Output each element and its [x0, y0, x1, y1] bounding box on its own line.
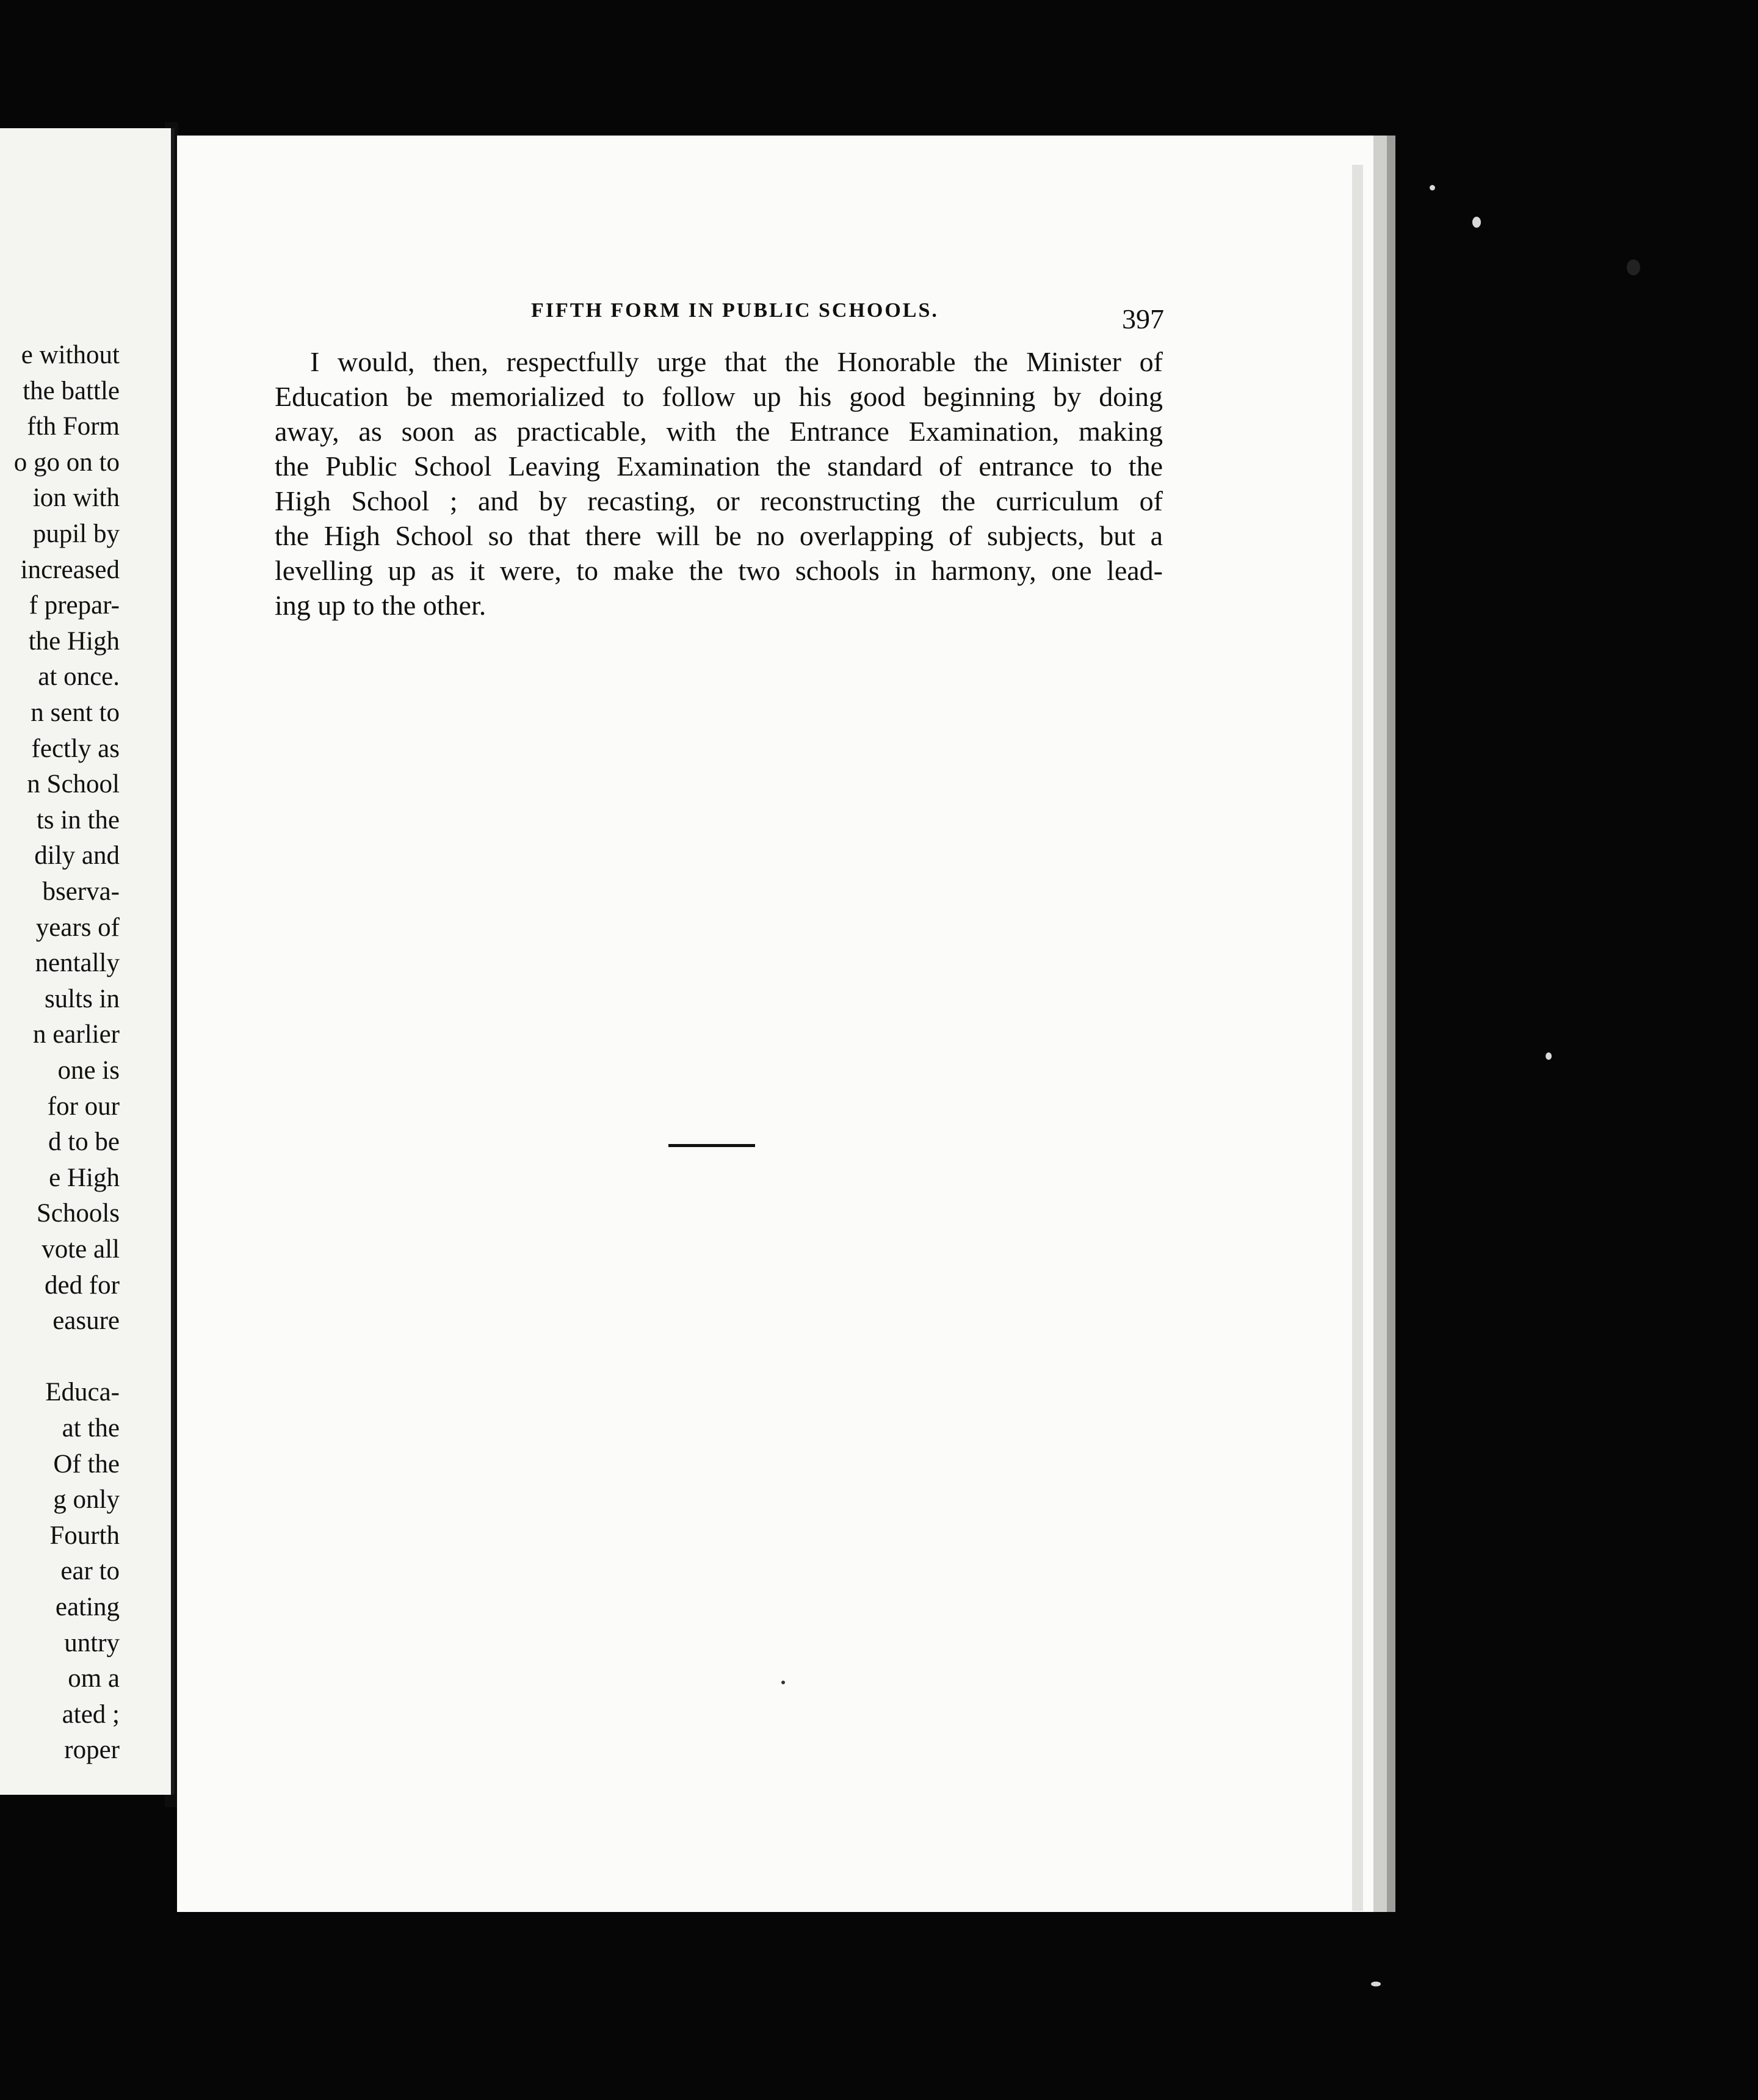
left-page-line: sults in — [44, 984, 120, 1013]
dust-speck — [1371, 1982, 1381, 1986]
left-page-line: at once. — [38, 662, 120, 692]
running-head: FIFTH FORM IN PUBLIC SCHOOLS. — [531, 299, 939, 322]
paragraph-line: levelling up as it were, to make the two schools in harmony, one lead- — [275, 555, 1163, 586]
left-page-line: Educa- — [45, 1378, 120, 1407]
left-page-line: o go on to — [13, 447, 120, 477]
left-page-line: pupil by — [32, 520, 120, 548]
dust-speck — [1627, 259, 1640, 275]
left-page-line: dily and — [34, 841, 120, 871]
left-page-line: bserva- — [42, 877, 120, 906]
left-page-line: untry — [64, 1628, 120, 1657]
left-page-line: f prepar- — [29, 591, 120, 620]
left-page-line: om a — [68, 1664, 120, 1693]
paragraph-line: away, as soon as practicable, with the Entrance Examination, making — [275, 416, 1163, 447]
left-page-line: nentally — [35, 949, 120, 978]
left-page-line: fectly as — [31, 734, 120, 763]
left-page — [0, 128, 175, 1795]
left-page-line: at the — [62, 1414, 120, 1443]
left-page-line: d to be — [48, 1128, 120, 1157]
left-page-line: ts in the — [36, 805, 120, 835]
left-page-line: e High — [49, 1163, 120, 1192]
paragraph-line: the Public School Leaving Examination the standard of entrance to the — [275, 451, 1163, 482]
left-page-line: one is — [57, 1056, 120, 1085]
left-page-line: easure — [52, 1306, 120, 1336]
left-page-line: ear to — [60, 1557, 120, 1586]
left-page-line: increased — [20, 555, 120, 584]
left-page-line: ion with — [32, 483, 120, 513]
paragraph-line: the High School so that there will be no overlapping of subjects, but a — [275, 520, 1163, 551]
left-page-line: the battle — [23, 376, 120, 405]
left-page-line: fth Form — [27, 412, 120, 441]
left-page-line: Schools — [36, 1199, 120, 1228]
left-page-line: n earlier — [32, 1020, 120, 1049]
left-page-line: vote all — [42, 1235, 120, 1264]
dust-speck — [1430, 185, 1435, 190]
left-page-line: ded for — [45, 1270, 120, 1300]
left-page-line: for our — [47, 1092, 120, 1121]
left-page-line: the High — [28, 626, 120, 656]
paragraph-line: High School ; and by recasting, or reconstructing the curriculum of — [275, 485, 1163, 516]
left-page-line: years of — [35, 913, 120, 942]
page-edge — [1352, 165, 1363, 1911]
dust-speck — [1472, 217, 1481, 228]
left-page-line: ated ; — [62, 1700, 120, 1729]
left-page-line: n School — [27, 770, 120, 799]
left-page-line: n sent to — [31, 698, 120, 727]
left-page-line: Fourth — [49, 1521, 120, 1550]
left-page-line: Of the — [53, 1449, 120, 1479]
page-number: 397 — [1122, 303, 1164, 335]
left-page-line: g only — [53, 1485, 120, 1515]
dust-speck — [781, 1681, 785, 1684]
left-page-line: e without — [21, 341, 120, 369]
dust-speck — [1546, 1052, 1552, 1060]
section-end-rule — [668, 1144, 755, 1147]
paragraph-line: I would, then, respectfully urge that the Honorable the Minister of — [310, 346, 1163, 377]
paragraph-line: ing up to the other. — [275, 590, 487, 621]
paragraph-line: Education be memorialized to follow up his good beginning by doing — [275, 381, 1163, 412]
left-page-line: eating — [55, 1593, 120, 1621]
left-page-line: roper — [64, 1736, 120, 1765]
paragraph — [275, 344, 1163, 623]
